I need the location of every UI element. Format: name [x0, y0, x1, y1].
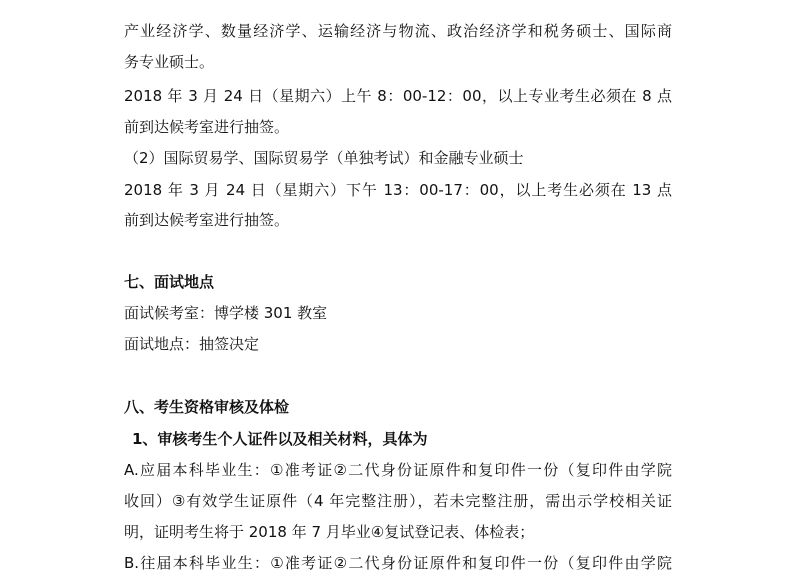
interview-location-line: 面试地点：抽签决定 — [124, 335, 260, 353]
paragraph-line-majors: 产业经济学、数量经济学、运输经济与物流、政治经济学和税务硕士、国际商 — [124, 22, 672, 40]
requirement-line-b1: B.往届本科毕业生：①准考证②二代身份证原件和复印件一份（复印件由学院 — [124, 554, 672, 572]
requirement-line-a2: 收回）③有效学生证原件（4 年完整注册），若未完整注册，需出示学校相关证 — [124, 492, 672, 510]
paragraph-line-majors-end: 务专业硕士。 — [124, 53, 215, 71]
schedule-line-afternoon: 2018 年 3 月 24 日（星期六）下午 13：00-17：00，以上考生必须在 13 点 — [124, 181, 672, 199]
requirement-line-a3: 明，证明考生将于 2018 年 7 月毕业④复试登记表、体检表； — [124, 523, 535, 541]
requirement-line-a1: A.应届本科毕业生：①准考证②二代身份证原件和复印件一份（复印件由学院 — [124, 461, 672, 479]
waiting-room-line: 面试候考室：博学楼 301 教室 — [124, 304, 328, 322]
group-2-heading: （2）国际贸易学、国际贸易学（单独考试）和金融专业硕士 — [124, 149, 524, 167]
schedule-line-afternoon-end: 前到达候考室进行抽签。 — [124, 211, 290, 229]
schedule-line-morning-end: 前到达候考室进行抽签。 — [124, 118, 290, 136]
section-8-subheading: 1、审核考生个人证件以及相关材料，具体为 — [132, 430, 428, 448]
schedule-line-morning: 2018 年 3 月 24 日（星期六）上午 8：00-12：00，以上专业考生必须在 8 点 — [124, 87, 672, 105]
section-8-heading: 八、考生资格审核及体检 — [124, 398, 290, 416]
section-7-heading: 七、面试地点 — [124, 273, 215, 291]
